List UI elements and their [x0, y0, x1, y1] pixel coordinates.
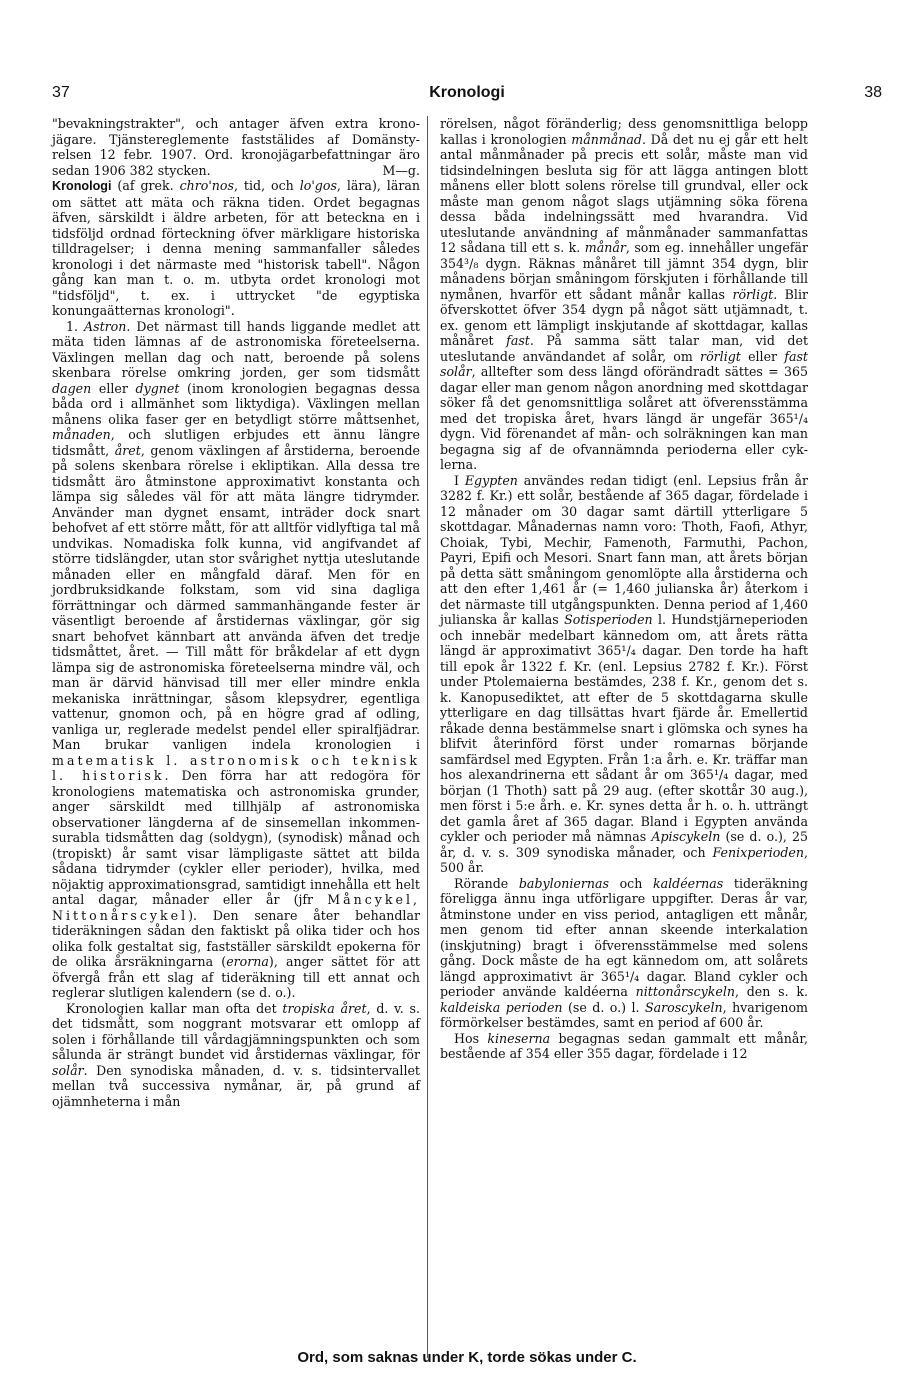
text-run: , tid, och: [233, 178, 300, 193]
author-signature: M—g.: [382, 162, 420, 178]
text-run: . Då det nu ej går ett helt antal månmånader på precis ett solår, måste man vid tidsindelningen besluta sig för att lägga antingen blott månens eller blott solens rörelse till grundval, eller ock måste man genom något slags utjämning söka förena dessa båda indelningssätt med hvarandra. Vid uteslutande användning af månmånader sammanfattas 12 sådana till ett s. k.: [440, 131, 808, 255]
text-run: (se d. o.), 25 år, d. v. s. 309 synodiska månader, och: [440, 829, 808, 860]
paragraph: [440, 876, 808, 1031]
italic-run: erorna: [226, 954, 269, 969]
text-run: Rörande: [454, 875, 519, 891]
italic-run: Fenixperioden: [712, 844, 804, 860]
text-run: l. Hundstjärneperioden och innebär medelbart kännedom om, att årets rätta längd är approximativt 365¹/₄ dagar. Den torde ha haft till epok år 1322 f. Kr. (enl. Lepsius 2782 f. Kr.). Först under Ptolemaierna bestämdes, 238 f. Kr., genom det s. k. Kanopusediktet, att efter de 5 skottdagarna skulle ytterligare en dag tillsättas hvart fjärde år. Emellertid råkade denna bestämmelse snart i glömska och synes ha blifvit återinförd först under romarnas börjande samfärdsel med Egypten. Från 1:a årh. e. Kr. träffar man hos alexandrinerna ett sådant år om 365¹/₄ dagar, med början (1 Thoth) satt på 29 aug. (efter skottår 30 aug.), men först i 5:e årh. e. Kr. synes detta år h. o. h. utträngt det gamla året af 365 dagar. Bland i Egypten använda cykler och perioder må nämnas: [440, 612, 808, 844]
text-run: . Den synodiska månaden, d. v. s. tidsintervallet mellan två successiva nymånar, är, på grund af ojämnheterna i mån: [52, 1062, 420, 1109]
text-run: . Blir öfverskottet öfver 354 dygn på något sätt utjämnadt, t. ex. genom ett lämpligt inskjutande af skottdagar, kallas månåret: [440, 286, 809, 348]
text-run: 1.: [66, 318, 85, 334]
entry-kronologi: [52, 178, 420, 319]
text-run: Det närmast till hands liggande medlet att mäta tiden lämnas af de astronomiska företeelserna. Växlingen mellan dag och natt, beroende på solens skenbara rörelse omkring jorden, ger som tidsmått: [52, 318, 420, 380]
text-run: eller: [91, 380, 136, 396]
text-run: och: [608, 875, 653, 891]
italic-run: Egypten: [464, 472, 518, 488]
spaced-run: Måncykel, Nittonårscykel: [52, 892, 420, 923]
text-run: rörelsen, något föränderlig; dess genomsnittliga belopp kallas i kronologien: [440, 116, 808, 147]
italic-run: nittonårscykeln: [635, 984, 735, 999]
text-run: I: [454, 472, 465, 488]
italic-run: fast: [506, 333, 530, 348]
italic-run: dagen: [52, 380, 92, 396]
page-number-right: 38: [864, 84, 882, 101]
italic-run: kaldéernas: [653, 875, 724, 891]
text-run: eller: [740, 348, 785, 364]
italic-run: kaldeiska perioden: [440, 999, 563, 1015]
column-divider: [427, 116, 428, 1358]
italic-run: kineserna: [487, 1030, 551, 1046]
entry-headword: Kronologi: [52, 179, 112, 193]
paragraph: [440, 1031, 808, 1062]
text-run: "bevakningstrakter", och antager äfven extra kronojägare. Tjänstereglemente faststälides af Domänstyrelsen 12 febr. 1907. Ord. kronojägarbefattningar äro sedan 1906 382 stycken.: [52, 116, 420, 178]
text-run: , d. v. s. det tidsmått, som noggrant motsvarar ett omlopp af solen i förhållande till vårdagjämningspunkten och som sålunda är strängt bundet vid årstidernas växlingar, för: [52, 1000, 421, 1062]
text-run: , genom växlingen af årstiderna, beroende på solens skenbara rörelse i ekliptikan. Alla dessa tre tidsmått äro åtminstone approximativt konstanta och lämpa sig således väl för att mäta längre tidrymder. Använder man dygnet ensamt, inträder dock snart behofvet af ett större mått, för att alltför vidlyftiga tal må undvikas. Nomadiska folk kunna, vid angifvandet af större tidslängder, utan stor svårighet nyttja uteslutande månaden eller en mångfald däraf. Men för en jordbruksidkande folkstam, som vid sina dagliga förrättningar och därmed sammanhängande fester är väsentligt beroende af årstidernas växlingar, gör sig snart behofvet kännbart att använda äfven det tredje tidsmåttet, året. — Till mått för bråkdelar af ett dygn lämpa sig de astronomiska företeelserna mindre väl, och man är därvid hänvisad till mer eller mindre enkla mekaniska inrättningar, såsom klepsydrer, egentliga vattenur, gnomon och, på en högre grad af odling, vanliga ur, reglerade medelst pendel eller spiralfjädrar. Man brukar vanligen indela kronologien i: [52, 442, 420, 752]
italic-run: dygnet: [135, 380, 180, 396]
text-run: Kronologien kallar man ofta det: [66, 1000, 283, 1016]
paragraph: [440, 116, 808, 473]
italic-run: Astron.: [84, 318, 131, 334]
page-footer-note: Ord, som saknas under K, torde sökas under C.: [297, 1349, 637, 1366]
text-run: , den s. k.: [734, 984, 808, 999]
italic-run: rörligt: [732, 286, 774, 302]
italic-run: rörligt: [700, 348, 741, 364]
left-column: [52, 116, 420, 1109]
italic-run: Apiscykeln: [651, 829, 721, 844]
text-run: Hos: [454, 1030, 488, 1046]
running-title: Kronologi: [429, 84, 505, 101]
text-run: begagnas sedan gammalt ett månår, bestående af 354 eller 355 dagar, fördelade i 12: [440, 1030, 808, 1061]
text-run: , 500 år.: [440, 844, 808, 875]
text-run: . Den förra har att redogöra för kronologiens matematiska och astronomiska grunder, anger särskildt med tillhjälp af astronomiska observationer längderna af de sinsemellan inkommensurabla tidsmåtten dag (soldygn), (synodisk) månad och (tropiskt) år samt visar lämpligaste sättet att bilda sådana tidrymder (cykler eller perioder), hvilka, med nöjaktig approximationsgrad, samtidigt innehålla ett helt antal dagar, månader eller år (jfr: [52, 768, 420, 907]
italic-run: fast solår: [440, 348, 808, 379]
paragraph: [440, 473, 808, 876]
italic-run: året: [114, 442, 141, 458]
paragraph: [52, 319, 420, 1001]
text-run: , som eg. innehåller ungefär 354³/₈ dygn. Räknas månåret till jämnt 354 dygn, blir månadens början småningom förskjuten i förhållande till nymånen, hvarför ett sådant månår kallas: [440, 240, 808, 302]
italic-run: babyloniernas: [518, 875, 609, 891]
text-run: . På samma sätt talar man, vid det uteslutande användandet af solår, om: [440, 333, 809, 364]
italic-run: lo'gos: [299, 178, 337, 193]
italic-run: tropiska året: [282, 1000, 367, 1016]
italic-run: månaden: [52, 427, 111, 442]
text-run: tideräkning föreligga ännu inga utförligare uppgifter. Deras år var, åtminstone under en viss period, antagligen ett månår, men genom tid efter annan skeende interkalation (inskjutning) bragt i öfverensstämmelse med solens gång. Dock måste de ha egt kännedom om, att solårets längd approximativt är 365¹/₄ dagar. Bland cykler och perioder använde kaldéerna: [440, 875, 808, 999]
page-header: [52, 80, 882, 106]
text-run: ), anger sättet för att öfvergå från ett slag af tideräkning till ett annat och reglerar slutligen kalendern (se d. o.).: [52, 954, 420, 1000]
italic-run: Saroscykeln: [645, 999, 723, 1015]
spaced-run: matematisk l. astronomisk och teknisk l. historisk: [52, 752, 420, 783]
text-run: ). Den senare åter behandlar tideräkningen sådan den faktiskt på olika tider och hos olika folk gestaltat sig, fastställer särskildt epokerna för de olika årsräkningarna (: [52, 907, 420, 969]
text-run: (af grek.: [111, 178, 180, 193]
italic-run: månår: [584, 240, 626, 255]
text-run: , alltefter som dess längd oförändradt sättes = 365 dagar eller man genom någon anordning med skottdagar söker få det genomsnittliga solåret att öfverensstämma med det tropiska året, hvars längd är ungefär 365¹/₄ dygn. Vid förenandet af mån- och solräkningen kan man begagna sig af de ofvannämnda perioderna eller cyklerna.: [440, 364, 808, 472]
italic-run: solår: [52, 1062, 84, 1078]
paragraph: [52, 116, 420, 178]
italic-run: Sotisperioden: [564, 612, 653, 627]
paragraph: [52, 1001, 420, 1110]
text-run: , och slutligen erbjudes ett ännu längre tidsmått,: [52, 427, 420, 458]
italic-run: chro'nos: [179, 178, 234, 193]
text-run: användes redan tidigt (enl. Lepsius från år 3282 f. Kr.) ett solår, bestående af 365 dagar, fördelade i 12 månader om 30 dagar samt därtill ytterligare 5 skottdagar. Månadernas namn voro: Thoth, Faofi, Athyr, Choiak, Tybi, Mechir, Famenoth, Farmuthi, Pachon, Payri, Epifi och Mesori. Snart fann man, att årets början på detta sätt småningom genomlöpte alla årstiderna och att den efter 1,461 år (= 1,460 julianska år) återkom i det närmaste till utgångspunkten. Denna period af 1,460 julianska år kallas: [440, 472, 808, 627]
page-number-left: 37: [52, 84, 70, 101]
text-run: (inom kronologien begagnas dessa båda ord i allmänhet som liktydiga). Växlingen mellan månens olika faser ger en betydligt större måttsenhet,: [52, 380, 420, 427]
italic-run: månmånad: [571, 131, 642, 147]
text-run: , hvarigenom förmörkelser bestämdes, samt en period af 600 år.: [440, 999, 808, 1030]
right-column: [440, 116, 808, 1062]
text-run: , lära), läran om sättet att mäta och räkna tiden. Ordet begagnas äfven, särskildt i äldre arbeten, för att beteckna en i tidsföljd ordnad förteckning öfver märkligare historiska tilldragelser; i denna mening sammanfaller således kronologi i det närmaste med "historisk tabell". Någon gång kan man t. o. m. utbyta ordet kronologi mot "tidsföljd", t. ex. i uttrycket "de egyptiska konungaätternas kronologi".: [52, 178, 420, 318]
text-run: (se d. o.) l.: [562, 999, 646, 1015]
